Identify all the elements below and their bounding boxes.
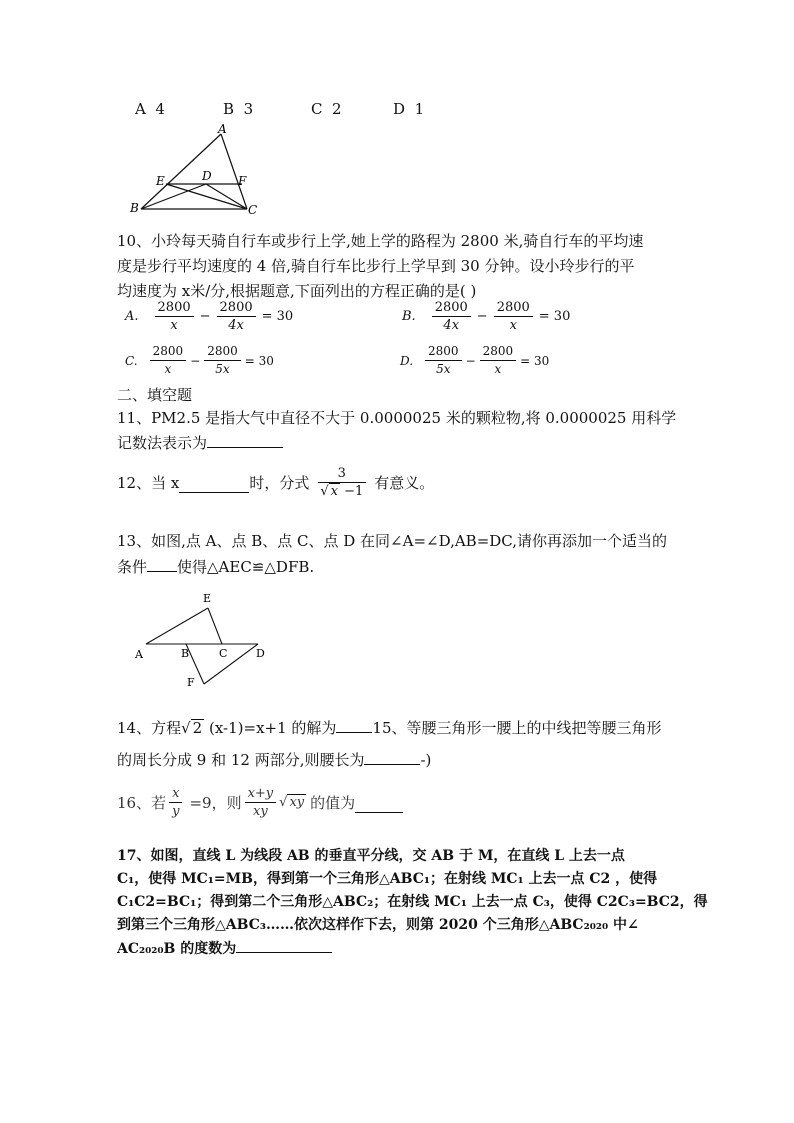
q10-option-d-label: D. bbox=[400, 353, 414, 368]
q13-line-2 bbox=[117, 556, 314, 577]
q17-line-3: C₁C2=BC₁；得到第二个三角形△ABC₂；在射线 MC₁ 上去一点 C₃，使得 C2C₃=BC2，得 bbox=[117, 894, 708, 910]
q16-suffix: 的值为 bbox=[310, 793, 356, 812]
q12 bbox=[117, 460, 434, 504]
q17-line-2: C₁，使得 MC₁=MB，得到第一个三角形△ABC₁；在射线 MC₁ 上去一点 C2 ，使得 bbox=[117, 871, 658, 887]
fraction: $\frac{2800}{x}$ bbox=[155, 299, 194, 334]
q13-label-a: A bbox=[135, 648, 143, 661]
q13-answer-blank[interactable] bbox=[147, 557, 177, 572]
q9-label-a: A bbox=[218, 122, 227, 136]
q11-line-2 bbox=[117, 432, 283, 453]
q17-line-4: 到第三个三角形△ABC₃……依次这样作下去，则第 2020 个三角形△ABC₂₀₂₀ 中∠ bbox=[117, 917, 639, 933]
q13-label-d: D bbox=[256, 647, 265, 660]
q15-answer-blank[interactable] bbox=[364, 750, 420, 765]
equation-rhs: = 30 bbox=[538, 309, 571, 324]
q10-option-b-label: B. bbox=[402, 309, 416, 324]
q16-equation: =9，则 bbox=[189, 793, 242, 812]
q16 bbox=[117, 782, 403, 822]
q12-suffix: 有意义。 bbox=[374, 473, 435, 492]
q9-label-c: C bbox=[248, 203, 258, 217]
minus-sign: − bbox=[465, 353, 476, 368]
q15-line-2-text: 的周长分成 9 和 12 两部分,则腰长为 bbox=[117, 751, 365, 769]
fraction: $\frac{2800}{x}$ bbox=[480, 343, 517, 378]
section-title-fill-in: 二、填空题 bbox=[117, 386, 193, 404]
q17-line-1: 17、如图，直线 L 为线段 AB 的垂直平分线，交 AB 于 M，在直线 L 上去一点 bbox=[117, 848, 625, 864]
q16-sqrt: √ xy bbox=[279, 794, 305, 810]
minus-sign: − bbox=[199, 309, 211, 324]
equation-rhs: = 30 bbox=[261, 309, 294, 324]
q15-line-2 bbox=[117, 749, 431, 770]
q10-line-1: 10、小玲每天骑自行车或步行上学,她上学的路程为 2800 米,骑自行车的平均速 bbox=[117, 232, 644, 250]
minus-sign: − bbox=[476, 309, 488, 324]
q14-prefix: 14、方程 bbox=[117, 719, 182, 737]
q16-answer-blank[interactable] bbox=[355, 798, 403, 813]
q9-option-b: B 3 bbox=[223, 100, 254, 118]
q13-figure bbox=[130, 588, 280, 692]
q9-triangle-figure bbox=[125, 122, 265, 218]
fraction: $\frac{2800}{4x}$ bbox=[217, 299, 256, 334]
q10-option-a-label: A. bbox=[125, 309, 139, 324]
q11-line-1: 11、PM2.5 是指大气中直径不大于 0.0000025 米的颗粒物,将 0.0000025 用科学 bbox=[117, 409, 677, 427]
q9-option-d: D 1 bbox=[393, 100, 425, 118]
fraction: $\frac{2800}{5x}$ bbox=[204, 343, 241, 378]
q12-answer-blank[interactable] bbox=[179, 478, 249, 493]
equation-rhs: = 30 bbox=[244, 353, 274, 368]
q14-line-1: 14、方程√ 2 (x-1)=x+1 的解为 15、等腰三角形一腰上的中线把等腰三角形 bbox=[117, 719, 662, 737]
q10-line-2: 度是步行平均速度的 4 倍,骑自行车比步行上学早到 30 分钟。设小玲步行的平 bbox=[117, 257, 635, 275]
q17-line-5-text: AC₂₀₂₀B 的度数为 bbox=[117, 941, 237, 957]
q11-line-2-text: 记数法表示为 bbox=[117, 434, 208, 452]
minus-sign: − bbox=[190, 353, 201, 368]
q10-option-c bbox=[125, 343, 274, 378]
fraction: $\frac{2800}{5x}$ bbox=[425, 343, 462, 378]
q13-line-2a: 条件 bbox=[117, 558, 148, 576]
fraction: $\frac{2800}{4x}$ bbox=[432, 299, 471, 334]
q9-label-e: E bbox=[156, 174, 165, 188]
q12-fraction: $\frac{3}{√ x -1}$ bbox=[317, 465, 366, 500]
q10-option-c-label: C. bbox=[125, 353, 138, 368]
q13-label-c: C bbox=[219, 647, 228, 660]
q10-option-b bbox=[402, 299, 570, 334]
q13-label-f: F bbox=[187, 676, 195, 689]
q14-sqrt: 2 bbox=[192, 719, 203, 737]
q16-prefix: 16、若 bbox=[117, 793, 167, 812]
q13-line-1: 13、如图,点 A、点 B、点 C、点 D 在同∠A=∠D,AB=DC,请你再添加一个适当的 bbox=[117, 532, 668, 550]
q9-label-b: B bbox=[130, 201, 139, 215]
q15-line-2-end: -) bbox=[420, 751, 432, 769]
q14-answer-blank[interactable] bbox=[336, 718, 372, 733]
equation-rhs: = 30 bbox=[520, 353, 550, 368]
q17-line-5 bbox=[117, 938, 332, 958]
fraction: $\frac{2800}{x}$ bbox=[494, 299, 533, 334]
q9-option-c: C 2 bbox=[311, 100, 342, 118]
q17-answer-blank[interactable] bbox=[236, 938, 332, 953]
q16-expression: $\frac{x+y}{xy}$ bbox=[245, 785, 277, 820]
q10-option-d bbox=[400, 343, 549, 378]
q13-line-2b: 使得△AEC≌△DFB. bbox=[177, 558, 315, 576]
q13-label-b: B bbox=[181, 647, 190, 660]
q10-line-3: 均速度为 x米/分,根据题意,下面列出的方程正确的是( ) bbox=[117, 282, 477, 300]
q12-prefix: 12、当 x bbox=[117, 473, 180, 492]
q9-label-d: D bbox=[202, 169, 212, 183]
q10-option-a bbox=[125, 299, 293, 334]
q9-label-f: F bbox=[238, 174, 247, 188]
fraction: $\frac{2800}{x}$ bbox=[150, 343, 187, 378]
q9-option-a: A 4 bbox=[135, 100, 165, 118]
q16-fraction-xy: $\frac{x}{y}$ bbox=[169, 785, 182, 820]
q12-middle: 时，分式 bbox=[249, 473, 310, 492]
q15-line-1: 15、等腰三角形一腰上的中线把等腰三角形 bbox=[372, 719, 662, 737]
q14-equation: (x-1)=x+1 的解为 bbox=[208, 719, 337, 737]
q11-answer-blank[interactable] bbox=[207, 433, 283, 448]
q13-label-e: E bbox=[203, 592, 212, 605]
